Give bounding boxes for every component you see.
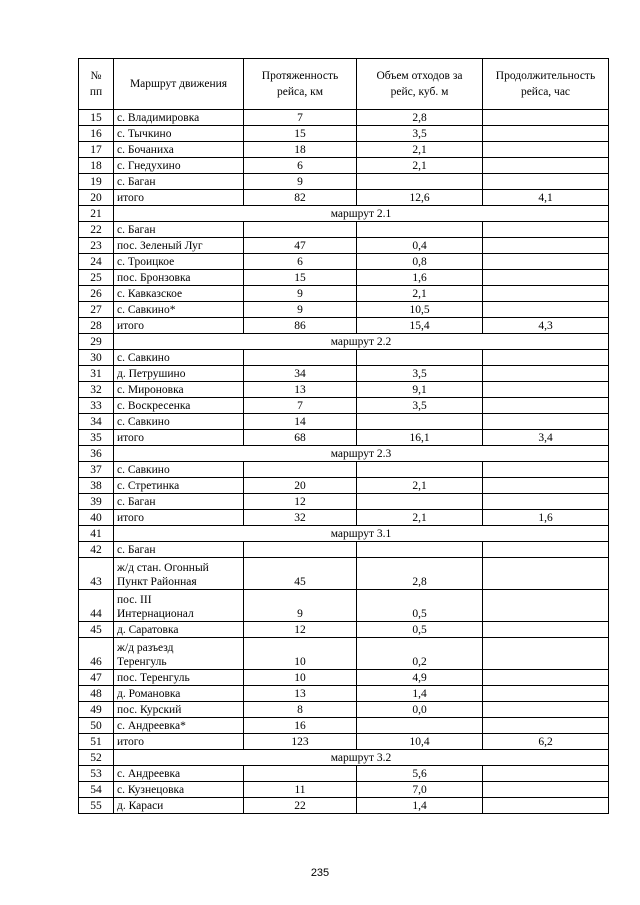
trip-duration: 4,3 (483, 318, 609, 334)
waste-volume: 16,1 (357, 430, 483, 446)
trip-length: 9 (244, 590, 357, 622)
table-row (79, 302, 609, 318)
route-label: маршрут 2.3 (114, 446, 609, 462)
waste-volume (357, 414, 483, 430)
waste-volume: 0,0 (357, 702, 483, 718)
trip-duration (483, 686, 609, 702)
row-number: 15 (79, 110, 114, 126)
row-number: 42 (79, 542, 114, 558)
waste-volume: 1,4 (357, 798, 483, 814)
table-row (79, 174, 609, 190)
row-number: 24 (79, 254, 114, 270)
trip-duration (483, 142, 609, 158)
route-point-name: с. Гнедухино (114, 158, 244, 174)
waste-volume: 0,5 (357, 622, 483, 638)
row-number: 55 (79, 798, 114, 814)
trip-duration (483, 478, 609, 494)
route-label: маршрут 2.1 (114, 206, 609, 222)
trip-duration (483, 158, 609, 174)
trip-length: 11 (244, 782, 357, 798)
table-row (79, 798, 609, 814)
page-number: 235 (310, 867, 330, 879)
waste-volume: 0,4 (357, 238, 483, 254)
row-number: 40 (79, 510, 114, 526)
table-row (79, 542, 609, 558)
route-point-name: с. Баган (114, 494, 244, 510)
route-point-name: итого (114, 510, 244, 526)
trip-duration (483, 766, 609, 782)
row-number: 47 (79, 670, 114, 686)
waste-volume: 10,5 (357, 302, 483, 318)
row-number: 16 (79, 126, 114, 142)
row-number: 20 (79, 190, 114, 206)
route-point-name: с. Кавказское (114, 286, 244, 302)
trip-length: 45 (244, 558, 357, 590)
table-row (79, 238, 609, 254)
waste-volume: 5,6 (357, 766, 483, 782)
waste-volume: 12,6 (357, 190, 483, 206)
waste-volume (357, 542, 483, 558)
trip-duration (483, 542, 609, 558)
trip-duration (483, 462, 609, 478)
trip-length: 82 (244, 190, 357, 206)
table-row (79, 398, 609, 414)
trip-length (244, 766, 357, 782)
trip-length: 7 (244, 398, 357, 414)
waste-volume (357, 350, 483, 366)
waste-volume: 3,5 (357, 398, 483, 414)
row-number: 36 (79, 446, 114, 462)
trip-length (244, 222, 357, 238)
trip-length (244, 462, 357, 478)
route-point-name: с. Бочаниха (114, 142, 244, 158)
row-number: 37 (79, 462, 114, 478)
waste-volume: 15,4 (357, 318, 483, 334)
route-header-row (79, 334, 609, 350)
table-row (79, 510, 609, 526)
row-number: 30 (79, 350, 114, 366)
trip-length: 14 (244, 414, 357, 430)
waste-volume: 2,1 (357, 286, 483, 302)
route-point-name: с. Мироновка (114, 382, 244, 398)
trip-duration (483, 254, 609, 270)
trip-duration (483, 670, 609, 686)
route-point-name: с. Кузнецовка (114, 782, 244, 798)
trip-duration (483, 622, 609, 638)
waste-volume (357, 494, 483, 510)
row-number: 29 (79, 334, 114, 350)
waste-volume: 0,8 (357, 254, 483, 270)
route-point-name: пос. Теренгуль (114, 670, 244, 686)
waste-volume: 0,2 (357, 638, 483, 670)
route-label: маршрут 3.2 (114, 750, 609, 766)
trip-length: 9 (244, 174, 357, 190)
trip-duration (483, 398, 609, 414)
trip-length: 34 (244, 366, 357, 382)
waste-volume: 0,5 (357, 590, 483, 622)
trip-duration (483, 558, 609, 590)
header-volume: Объем отходов за рейс, куб. м (357, 59, 483, 110)
trip-length: 68 (244, 430, 357, 446)
trip-duration (483, 238, 609, 254)
row-number: 41 (79, 526, 114, 542)
route-point-name: с. Савкино (114, 414, 244, 430)
trip-duration (483, 366, 609, 382)
table-row (79, 494, 609, 510)
trip-length: 12 (244, 494, 357, 510)
table-row (79, 590, 609, 622)
row-number: 25 (79, 270, 114, 286)
table-row (79, 222, 609, 238)
trip-length (244, 350, 357, 366)
row-number: 23 (79, 238, 114, 254)
trip-duration (483, 494, 609, 510)
trip-length (244, 542, 357, 558)
row-number: 27 (79, 302, 114, 318)
waste-volume: 9,1 (357, 382, 483, 398)
table-row (79, 414, 609, 430)
row-number: 46 (79, 638, 114, 670)
trip-duration (483, 782, 609, 798)
header-length: Протяженность рейса, км (244, 59, 357, 110)
route-point-name: итого (114, 734, 244, 750)
route-point-name: с. Троицкое (114, 254, 244, 270)
waste-volume: 1,6 (357, 270, 483, 286)
waste-volume (357, 462, 483, 478)
trip-duration (483, 174, 609, 190)
table-body (79, 110, 609, 814)
table-row (79, 638, 609, 670)
trip-duration (483, 110, 609, 126)
waste-volume: 3,5 (357, 126, 483, 142)
waste-volume: 3,5 (357, 366, 483, 382)
table-row (79, 350, 609, 366)
table-row (79, 766, 609, 782)
table-row (79, 190, 609, 206)
table-row (79, 670, 609, 686)
route-header-row (79, 446, 609, 462)
table-row (79, 158, 609, 174)
trip-duration (483, 286, 609, 302)
row-number: 39 (79, 494, 114, 510)
trip-duration (483, 414, 609, 430)
row-number: 19 (79, 174, 114, 190)
trip-length: 20 (244, 478, 357, 494)
waste-volume (357, 718, 483, 734)
row-number: 51 (79, 734, 114, 750)
trip-length: 9 (244, 302, 357, 318)
header-number: № пп (79, 59, 114, 110)
trip-duration: 3,4 (483, 430, 609, 446)
trip-duration (483, 718, 609, 734)
waste-volume: 2,1 (357, 510, 483, 526)
route-point-name: с. Воскресенка (114, 398, 244, 414)
trip-length: 15 (244, 126, 357, 142)
trip-length: 32 (244, 510, 357, 526)
row-number: 33 (79, 398, 114, 414)
row-number: 18 (79, 158, 114, 174)
route-point-name: ж/д разъезд Теренгуль (114, 638, 244, 670)
row-number: 38 (79, 478, 114, 494)
route-header-row (79, 526, 609, 542)
table-row (79, 110, 609, 126)
route-point-name: д. Саратовка (114, 622, 244, 638)
waste-volume: 2,8 (357, 558, 483, 590)
route-point-name: итого (114, 318, 244, 334)
route-point-name: с. Савкино* (114, 302, 244, 318)
row-number: 22 (79, 222, 114, 238)
table-row (79, 126, 609, 142)
row-number: 26 (79, 286, 114, 302)
trip-length: 12 (244, 622, 357, 638)
trip-length: 15 (244, 270, 357, 286)
table-row (79, 622, 609, 638)
route-header-row (79, 206, 609, 222)
trip-duration: 4,1 (483, 190, 609, 206)
header-duration: Продолжительность рейса, час (483, 59, 609, 110)
trip-length: 13 (244, 686, 357, 702)
route-point-name: с. Савкино (114, 462, 244, 478)
row-number: 54 (79, 782, 114, 798)
trip-duration (483, 590, 609, 622)
trip-length: 18 (244, 142, 357, 158)
trip-duration (483, 382, 609, 398)
row-number: 52 (79, 750, 114, 766)
route-point-name: пос. Курский (114, 702, 244, 718)
route-point-name: с. Савкино (114, 350, 244, 366)
waste-volume: 2,1 (357, 478, 483, 494)
route-point-name: пос. Бронзовка (114, 270, 244, 286)
trip-duration (483, 270, 609, 286)
trip-length: 10 (244, 638, 357, 670)
route-label: маршрут 3.1 (114, 526, 609, 542)
trip-length: 10 (244, 670, 357, 686)
waste-volume: 2,1 (357, 158, 483, 174)
row-number: 49 (79, 702, 114, 718)
trip-length: 9 (244, 286, 357, 302)
table-row (79, 366, 609, 382)
trip-duration (483, 302, 609, 318)
trip-length: 123 (244, 734, 357, 750)
table-row (79, 462, 609, 478)
route-point-name: с. Баган (114, 222, 244, 238)
trip-length: 6 (244, 158, 357, 174)
row-number: 34 (79, 414, 114, 430)
waste-volume (357, 222, 483, 238)
route-point-name: с. Стретинка (114, 478, 244, 494)
trip-duration (483, 222, 609, 238)
row-number: 32 (79, 382, 114, 398)
waste-volume: 4,9 (357, 670, 483, 686)
trip-duration: 6,2 (483, 734, 609, 750)
waste-volume (357, 174, 483, 190)
header-route: Маршрут движения (114, 59, 244, 110)
table-header-row (79, 59, 609, 110)
table-row (79, 718, 609, 734)
row-number: 53 (79, 766, 114, 782)
waste-volume: 1,4 (357, 686, 483, 702)
trip-length: 47 (244, 238, 357, 254)
route-point-name: д. Караси (114, 798, 244, 814)
row-number: 43 (79, 558, 114, 590)
table-row (79, 686, 609, 702)
table-row (79, 558, 609, 590)
row-number: 31 (79, 366, 114, 382)
table-row (79, 270, 609, 286)
trip-duration: 1,6 (483, 510, 609, 526)
trip-duration (483, 126, 609, 142)
trip-duration (483, 638, 609, 670)
table-row (79, 318, 609, 334)
table-row (79, 286, 609, 302)
route-point-name: д. Петрушино (114, 366, 244, 382)
route-point-name: с. Андреевка* (114, 718, 244, 734)
route-point-name: с. Баган (114, 174, 244, 190)
route-point-name: с. Андреевка (114, 766, 244, 782)
row-number: 35 (79, 430, 114, 446)
trip-duration (483, 798, 609, 814)
waste-volume: 2,1 (357, 142, 483, 158)
row-number: 28 (79, 318, 114, 334)
table-row (79, 478, 609, 494)
route-point-name: с. Баган (114, 542, 244, 558)
row-number: 48 (79, 686, 114, 702)
route-point-name: с. Владимировка (114, 110, 244, 126)
trip-length: 16 (244, 718, 357, 734)
route-point-name: итого (114, 190, 244, 206)
table-row (79, 430, 609, 446)
table-row (79, 254, 609, 270)
trip-length: 22 (244, 798, 357, 814)
waste-volume: 7,0 (357, 782, 483, 798)
route-point-name: с. Тычкино (114, 126, 244, 142)
table-row (79, 702, 609, 718)
route-label: маршрут 2.2 (114, 334, 609, 350)
route-point-name: ж/д стан. Огонный Пункт Районная (114, 558, 244, 590)
row-number: 17 (79, 142, 114, 158)
row-number: 45 (79, 622, 114, 638)
trip-duration (483, 350, 609, 366)
row-number: 44 (79, 590, 114, 622)
trip-length: 86 (244, 318, 357, 334)
trip-length: 7 (244, 110, 357, 126)
route-point-name: д. Романовка (114, 686, 244, 702)
table-row (79, 142, 609, 158)
trip-length: 13 (244, 382, 357, 398)
row-number: 21 (79, 206, 114, 222)
table-row (79, 782, 609, 798)
waste-volume: 10,4 (357, 734, 483, 750)
table-row (79, 734, 609, 750)
table-row (79, 382, 609, 398)
route-point-name: пос. III Интернационал (114, 590, 244, 622)
trip-length: 8 (244, 702, 357, 718)
route-point-name: пос. Зеленый Луг (114, 238, 244, 254)
row-number: 50 (79, 718, 114, 734)
trip-length: 6 (244, 254, 357, 270)
route-point-name: итого (114, 430, 244, 446)
waste-volume: 2,8 (357, 110, 483, 126)
routes-table (78, 58, 609, 814)
route-header-row (79, 750, 609, 766)
trip-duration (483, 702, 609, 718)
